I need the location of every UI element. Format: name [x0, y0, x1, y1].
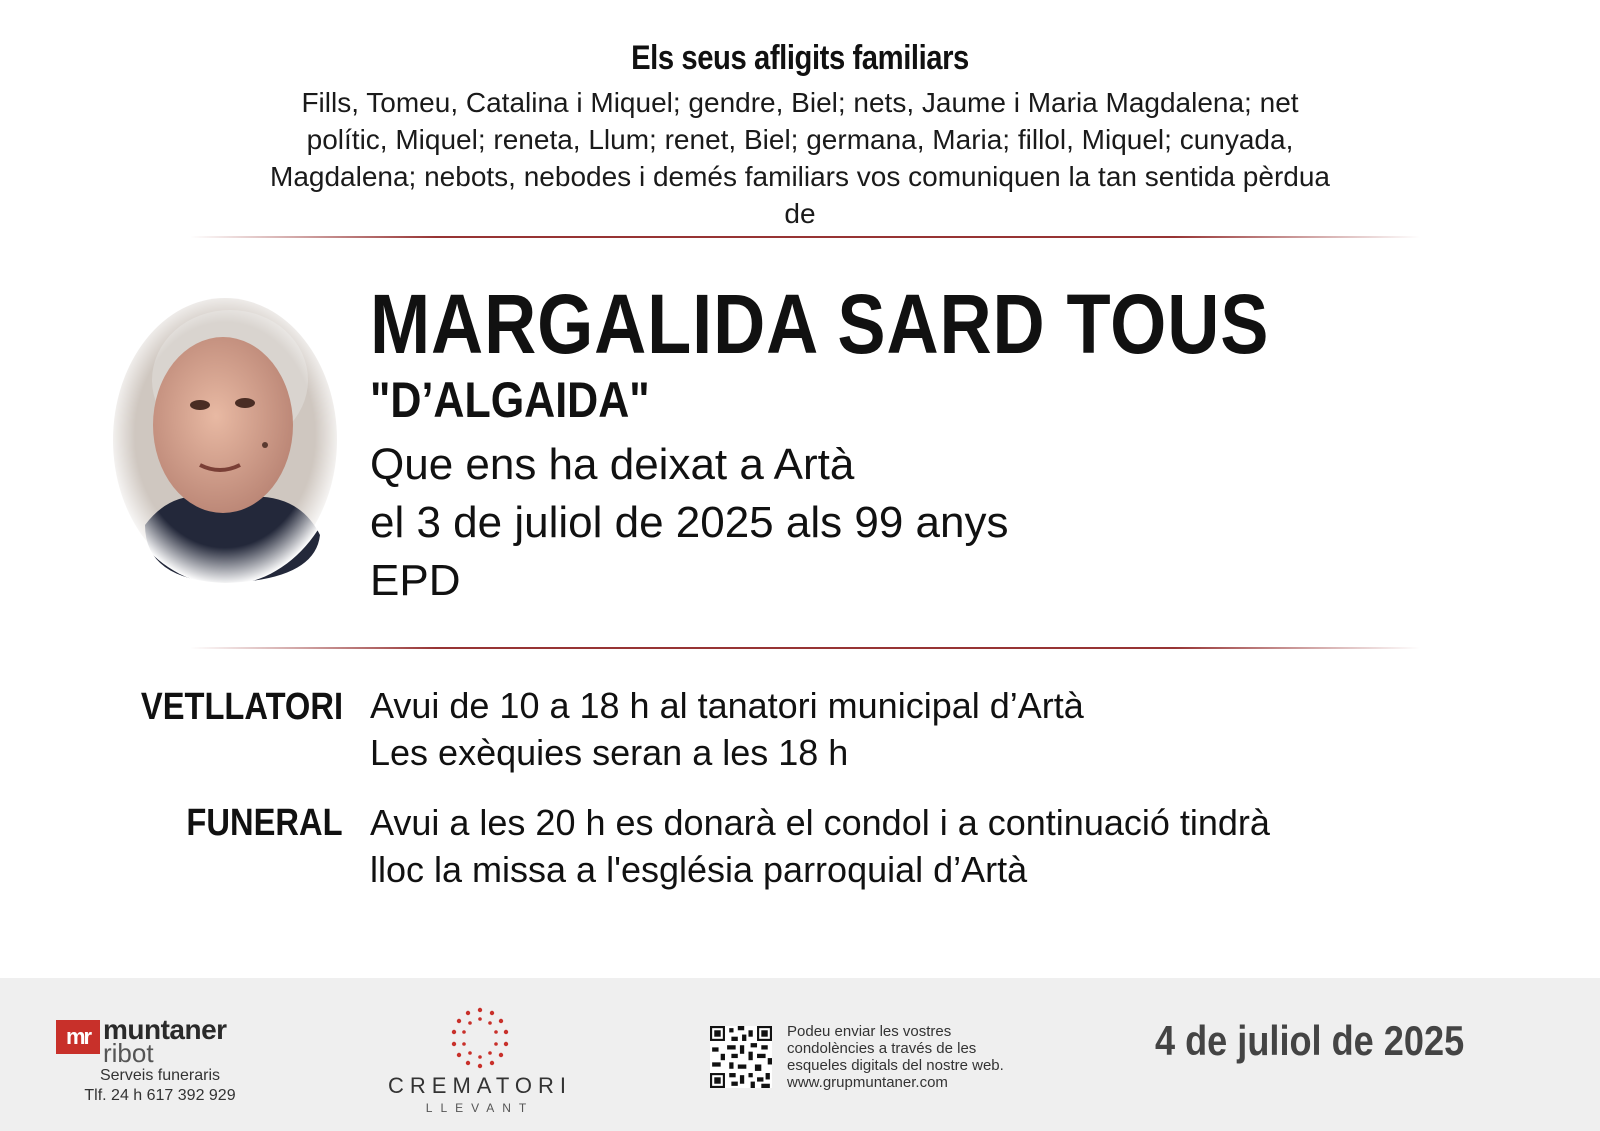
qr-code-icon [710, 1026, 772, 1088]
vetllatori-line: Avui de 10 a 18 h al tanatori municipal d’Artà [370, 685, 1084, 726]
death-info-line: el 3 de juliol de 2025 als 99 anys [370, 498, 1009, 547]
vetllatori-text [370, 682, 1084, 776]
funeral-line: lloc la missa a l'església parroquial d’Artà [370, 849, 1028, 890]
serveis-label: Serveis funeraris [99, 1067, 221, 1084]
death-info-line: Que ens ha deixat a Artà [370, 440, 855, 489]
muntaner-ribot-logo [56, 1016, 266, 1066]
logo-mark: mr [56, 1020, 100, 1054]
death-info [370, 436, 1008, 610]
funeral-label: FUNERAL [186, 802, 343, 844]
vetllatori-label: VETLLATORI [140, 686, 343, 728]
funeral-services-info [60, 1066, 260, 1106]
website-link[interactable]: www.grupmuntaner.com [787, 1074, 948, 1091]
death-info-line: EPD [370, 556, 461, 605]
condolences-line: Podeu enviar les vostres [787, 1023, 952, 1040]
phone-number: Tlf. 24 h 617 392 929 [84, 1087, 236, 1104]
divider-middle [190, 647, 1420, 649]
crematori-ring-icon [447, 1005, 513, 1071]
logo-word-ribot: ribot [103, 1038, 154, 1068]
deceased-nickname: "D’ALGAIDA" [370, 372, 650, 428]
header-title: Els seus afligits familiars [631, 39, 969, 77]
crematori-logo [385, 1005, 575, 1115]
deceased-name: MARGALIDA SARD TOUS [370, 277, 1270, 371]
funeral-text [370, 799, 1270, 893]
condolences-line: esqueles digitals del nostre web. [787, 1057, 1004, 1074]
condolences-info [787, 1023, 1004, 1091]
logo-word-muntaner: muntaner [103, 1014, 227, 1045]
vetllatori-line: Les exèquies seran a les 18 h [370, 732, 849, 773]
header-family-text: Fills, Tomeu, Catalina i Miquel; gendre, Biel; nets, Jaume i Maria Magdalena; net polític, Miquel; reneta, Llum; renet, Biel; germana, Maria; fillol, Miquel; cunyada, Magdalena; nebots, nebodes i demés familiars vos comuniquen la tan sentida pèrdua de [270, 87, 1330, 229]
header [0, 36, 1600, 232]
funeral-line: Avui a les 20 h es donarà el condol i a continuació tindrà [370, 802, 1270, 843]
condolences-line: condolències a través de les [787, 1040, 977, 1057]
crematori-subtitle: LLEVANT [425, 1101, 535, 1115]
portrait-photo [105, 285, 345, 585]
crematori-title: CREMATORI [388, 1073, 572, 1098]
divider-top [190, 236, 1420, 238]
publication-date: 4 de juliol de 2025 [1155, 1017, 1465, 1064]
